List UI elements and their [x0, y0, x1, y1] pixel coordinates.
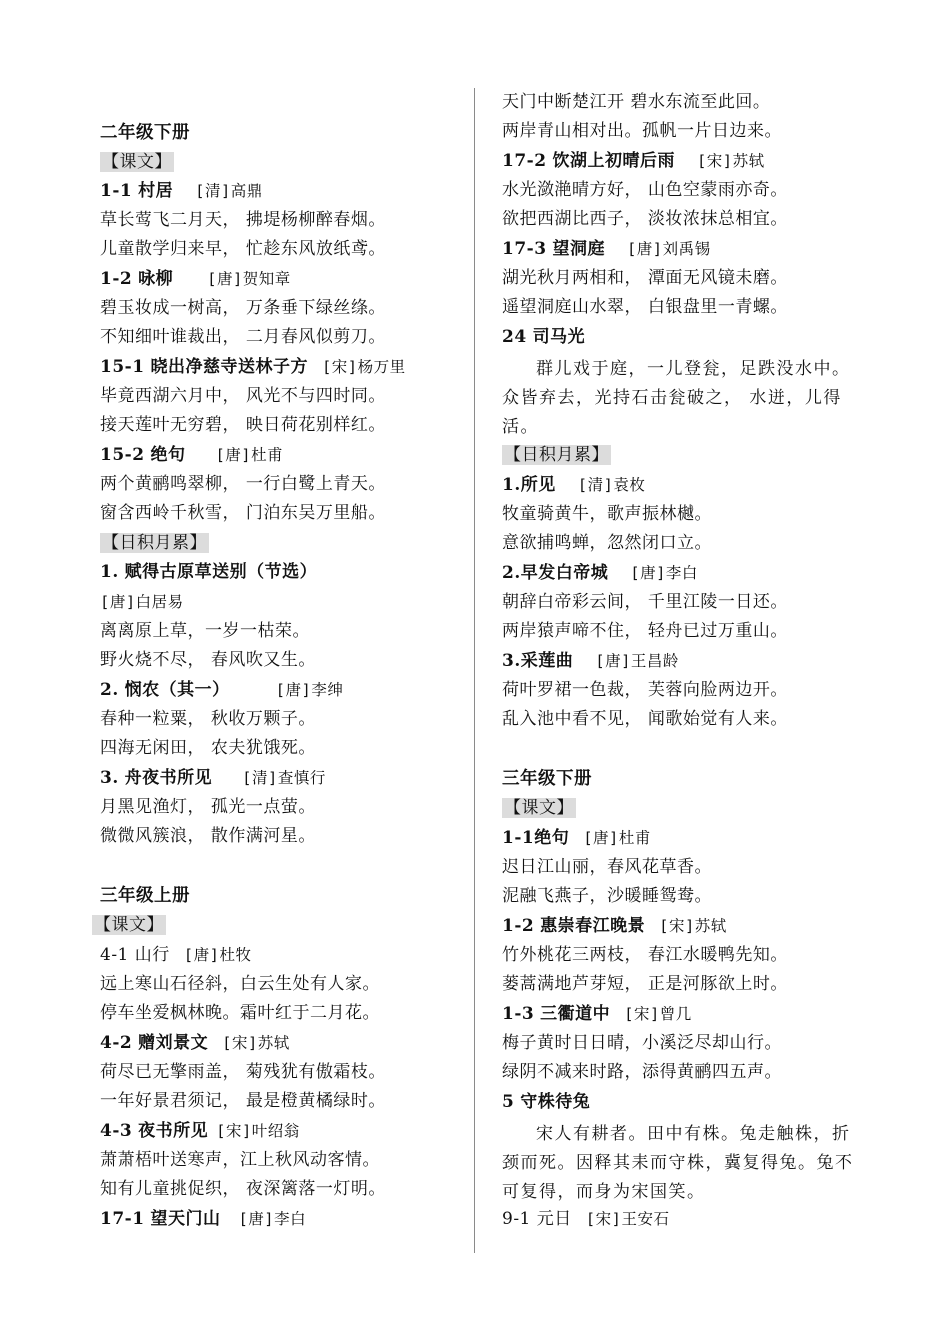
poem-line: 绿阴不减来时路，添得黄鹂四五声。: [502, 1062, 782, 1082]
poem-heading: 2. 悯农（其一） [唐]李绅: [100, 680, 344, 700]
poem-heading: 2.早发白帝城 [唐]李白: [502, 563, 698, 583]
poem-line: 毕竟西湖六月中， 风光不与四时同。: [100, 386, 386, 406]
poem-line: 荷尽已无擎雨盖， 菊残犹有傲霜枝。: [100, 1062, 386, 1082]
poem-line: 春种一粒粟， 秋收万颗子。: [100, 709, 316, 729]
poem-line: 窗含西岭千秋雪， 门泊东吴万里船。: [100, 503, 386, 523]
poem-heading: 1-1绝句 [唐]杜甫: [502, 828, 651, 848]
poem-heading: 17-1 望天门山 [唐]李白: [100, 1209, 307, 1229]
poem-line: 牧童骑黄牛，歌声振林樾。: [502, 504, 712, 524]
poem-line: 草长莺飞二月天， 拂堤杨柳醉春烟。: [100, 210, 386, 230]
poem-line: 四海无闲田， 农夫犹饿死。: [100, 738, 316, 758]
poem-heading: 1-3 三衢道中 [宋]曾几: [502, 1004, 692, 1024]
section-heading: 【日积月累】: [102, 533, 207, 553]
poem-line: 天门中断楚江开 碧水东流至此回。: [502, 92, 771, 112]
poem-heading: 5 守株待兔: [502, 1092, 591, 1112]
poem-line: 远上寒山石径斜，白云生处有人家。: [100, 974, 380, 994]
poem-line: 荷叶罗裙一色裁， 芙蓉向脸两边开。: [502, 680, 788, 700]
poem-heading: 17-2 饮湖上初晴后雨 [宋]苏轼: [502, 151, 765, 171]
poem-heading: 17-3 望洞庭 [唐]刘禹锡: [502, 239, 711, 259]
poem-line: 两个黄鹂鸣翠柳， 一行白鹭上青天。: [100, 474, 386, 494]
poem-line: 离离原上草，一岁一枯荣。: [100, 621, 310, 641]
poem-heading: 1.所见 [清]袁枚: [502, 475, 646, 495]
poem-heading: 1-2 惠崇春江晚景 [宋]苏轼: [502, 916, 727, 936]
poem-heading: 4-3 夜书所见 [宋]叶绍翁: [100, 1121, 300, 1141]
prose-paragraph: 群儿戏于庭，一儿登瓮，足跌没水中。众皆弃去，光持石击瓮破之， 水迸，儿得活。: [502, 359, 851, 437]
poem-heading: 1. 赋得古原草送别（节选）: [100, 562, 318, 582]
poem-line: 蒌蒿满地芦芽短， 正是河豚欲上时。: [502, 974, 788, 994]
poem-line: 湖光秋月两相和， 潭面无风镜未磨。: [502, 268, 788, 288]
grade-heading: 二年级下册: [100, 123, 190, 143]
poem-line: 一年好景君须记， 最是橙黄橘绿时。: [100, 1091, 386, 1111]
section-heading: 【课文】: [102, 152, 172, 172]
poem-heading: 3.采莲曲 [唐]王昌龄: [502, 651, 679, 671]
poem-heading: 3. 舟夜书所见 [清]查慎行: [100, 768, 326, 788]
poem-line: 儿童散学归来早， 忙趁东风放纸鸢。: [100, 239, 386, 259]
prose-paragraph: 宋人有耕者。田中有株。兔走触株，折颈而死。因释其耒而守株，冀复得兔。兔不可复得，而身为宋国笑。: [502, 1124, 854, 1202]
section-heading: 【日积月累】: [504, 445, 609, 465]
poem-line: 遥望洞庭山水翠， 白银盘里一青螺。: [502, 297, 788, 317]
poem-line: 萧萧梧叶送寒声，江上秋风动客情。: [100, 1150, 380, 1170]
grade-heading: 三年级下册: [502, 769, 592, 789]
poem-heading: 9-1 元日 [宋]王安石: [502, 1209, 670, 1229]
poem-heading: 1-1 村居 [清]高鼎: [100, 181, 263, 201]
poem-heading: 4-2 赠刘景文 [宋]苏轼: [100, 1033, 290, 1053]
grade-heading: 三年级上册: [100, 886, 190, 906]
poem-heading: 1-2 咏柳 [唐]贺知章: [100, 269, 291, 289]
poem-line: 欲把西湖比西子， 淡妆浓抹总相宜。: [502, 209, 788, 229]
section-heading: 【课文】: [94, 915, 164, 935]
poem-line: 接天莲叶无穷碧， 映日荷花别样红。: [100, 415, 386, 435]
poem-line: 竹外桃花三两枝， 春江水暖鸭先知。: [502, 945, 788, 965]
poem-line: 两岸猿声啼不住， 轻舟已过万重山。: [502, 621, 788, 641]
poem-line: 朝辞白帝彩云间， 千里江陵一日还。: [502, 592, 788, 612]
column-divider: [474, 88, 475, 1253]
poem-line: 微微风簇浪， 散作满河星。: [100, 826, 316, 846]
poem-heading: 24 司马光: [502, 327, 586, 347]
poem-line: 水光潋滟晴方好， 山色空蒙雨亦奇。: [502, 180, 788, 200]
poem-line: 梅子黄时日日晴，小溪泛尽却山行。: [502, 1033, 782, 1053]
poem-line: 迟日江山丽，春风花草香。: [502, 857, 712, 877]
poem-line: 意欲捕鸣蝉，忽然闭口立。: [502, 533, 712, 553]
poem-line: 泥融飞燕子，沙暖睡鸳鸯。: [502, 886, 712, 906]
poem-line: 知有儿童挑促织， 夜深篱落一灯明。: [100, 1179, 386, 1199]
poem-line: 乱入池中看不见， 闻歌始觉有人来。: [502, 709, 788, 729]
poem-line: 不知细叶谁裁出， 二月春风似剪刀。: [100, 327, 386, 347]
poem-heading: 15-1 晓出净慈寺送林子方 [宋]杨万里: [100, 357, 406, 377]
poem-heading: 15-2 绝句 [唐]杜甫: [100, 445, 284, 465]
poem-line: 碧玉妆成一树高， 万条垂下绿丝绦。: [100, 298, 386, 318]
poem-line: 停车坐爱枫林晚。霜叶红于二月花。: [100, 1003, 380, 1023]
poem-line: 月黑见渔灯， 孤光一点萤。: [100, 797, 316, 817]
poem-author: [唐]白居易: [100, 593, 184, 611]
poem-line: 两岸青山相对出。孤帆一片日边来。: [502, 121, 782, 141]
poem-heading: 4-1 山行 [唐]杜牧: [100, 945, 252, 965]
poem-line: 野火烧不尽， 春风吹又生。: [100, 650, 316, 670]
section-heading: 【课文】: [504, 798, 574, 818]
